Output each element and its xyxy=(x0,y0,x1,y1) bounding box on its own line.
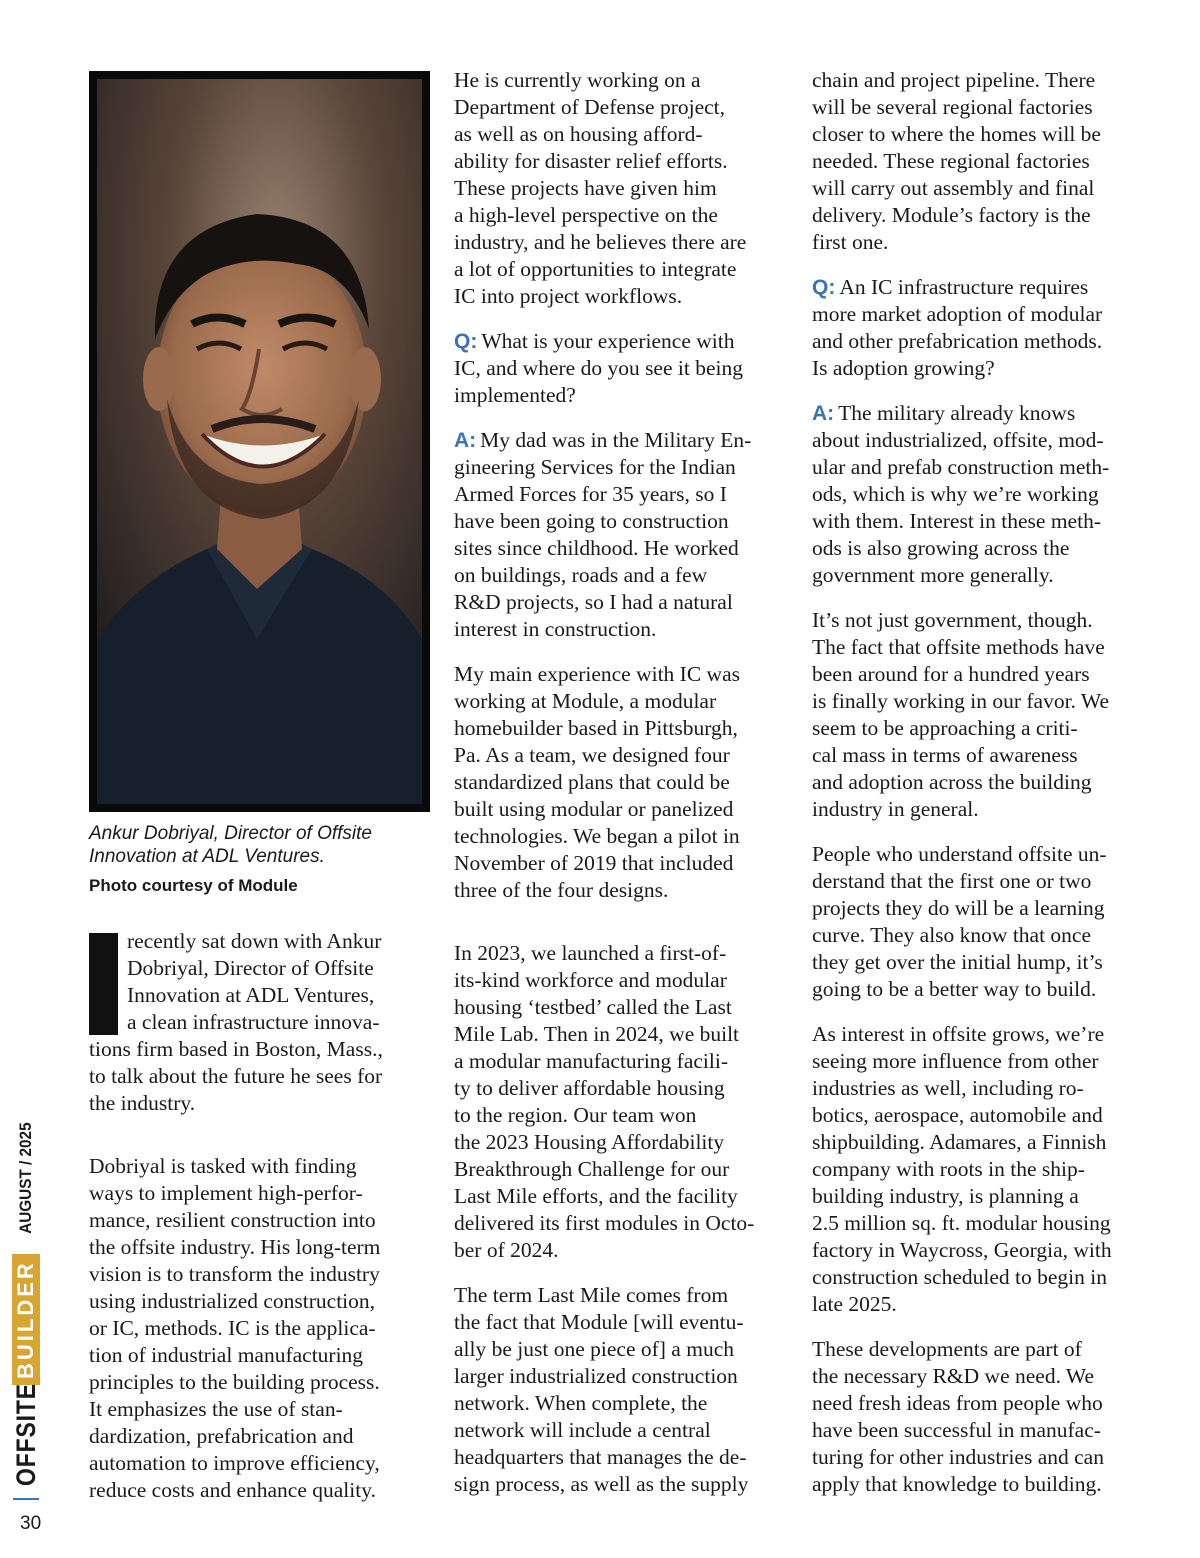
magazine-side-label xyxy=(8,1116,44,1500)
page-number: 30 xyxy=(20,1513,42,1534)
paragraph-supply-chain: chain and project pipeline. There will be several regional factories closer to where the homes will be needed. These regional factories will carry out assembly and final delivery. Module’s factory is the first one. xyxy=(812,68,1101,254)
column-2 xyxy=(454,67,799,1498)
intro-paragraph xyxy=(89,928,434,1117)
answer-2-text: The military already knows about industrialized, offsite, mod- ular and prefab construction meth- ods, which is why we’re working with them. Interest in these meth- ods is also growing across the government more generally. xyxy=(812,401,1110,587)
intro-tail-text: tions firm based in Boston, Mass., to talk about the future he sees for the industry. xyxy=(89,1037,383,1115)
issue-date: AUGUST / 2025 xyxy=(16,1122,35,1235)
answer-1 xyxy=(454,427,799,643)
question-1-text: What is your experience with IC, and where do you see it being implemented? xyxy=(454,329,743,407)
paragraph-dobriyal-role: Dobriyal is tasked with finding ways to implement high-perfor- mance, resilient construction into the offsite industry. His long-term vision is to transform the industry using industrialized construction, or IC, methods. IC is the applica- tion of industrial manufacturing principles to the building process. It emphasizes the use of stan- dardization, prefabrication and automation to improve efficiency, reduce costs and enhance quality. xyxy=(89,1154,381,1502)
paragraph-learning-curve: People who understand offsite un- derstand that the first one or two projects they do will be a learning curve. They also know that once they get over the initial hump, it’s going to be a better way to build. xyxy=(812,842,1107,1001)
paragraph-last-mile-lab: In 2023, we launched a first-of- its-kind workforce and modular housing ‘testbed’ called the Last Mile Lab. Then in 2024, we built a modular manufacturing facili- ty to deliver affordable housing to the region. Our team won the 2023 Housing Affordability Breakthrough Challenge for our Last Mile efforts, and the facility delivered its first modules in Octo- ber of 2024. xyxy=(454,941,755,1262)
answer-1-text: My dad was in the Military En- gineering Services for the Indian Armed Forces for 35 years, so I have been going to construction sites since childhood. He worked on buildings, roads and a few R&D projects, so I had a natural interest in construction. xyxy=(454,428,752,641)
paragraph-current-work: He is currently working on a Department of Defense project, as well as on housing afford- ability for disaster relief efforts. These projects have given him a high-level perspective on the industry, and he believes there are a lot of opportunities to integrate IC into project workflows. xyxy=(454,68,747,308)
portrait-photo xyxy=(97,79,422,804)
question-2-text: An IC infrastructure requires more market adoption of modular and other prefabrication methods. Is adoption growing? xyxy=(812,275,1103,380)
paragraph-last-mile-term: The term Last Mile comes from the fact that Module [will eventu- ally be just one piece of] a much larger industrialized construction network. When complete, the network will include a central headquarters that manages the de- sign process, as well as the supply xyxy=(454,1283,749,1496)
question-2 xyxy=(812,274,1157,382)
column-3 xyxy=(812,67,1157,1498)
side-rule xyxy=(13,1498,39,1500)
question-1 xyxy=(454,328,799,409)
photo-caption: Ankur Dobriyal, Director of Offsite Innovation at ADL Ventures. xyxy=(89,823,372,867)
photo-frame xyxy=(89,71,430,812)
paragraph-module-experience: My main experience with IC was working at Module, a modular homebuilder based in Pittsburgh, Pa. As a team, we designed four standardized plans that could be built using modular or panelized technologies. We began a pilot in November of 2019 that included three of the four designs. xyxy=(454,662,740,902)
intro-indented-text: recently sat down with Ankur Dobriyal, Director of Offsite Innovation at ADL Ventures, a clean infrastructure innova- xyxy=(127,929,382,1034)
paragraph-rd-needed: These developments are part of the necessary R&D we need. We need fresh ideas from people who have been successful in manufac- turing for other industries and can apply that knowledge to building. xyxy=(812,1337,1104,1496)
question-label: Q: xyxy=(454,330,478,353)
photo-credit: Photo courtesy of Module xyxy=(89,876,298,895)
paragraph-other-industries: As interest in offsite grows, we’re seeing more influence from other industries as well, including ro- botics, aerospace, automobile and shipbuilding. Adamares, a Finnish company with roots in the ship- building industry, is planning a 2.5 million sq. ft. modular housing factory in Waycross, Georgia, with construction scheduled to begin in late 2025. xyxy=(812,1022,1112,1316)
drop-cap xyxy=(89,933,118,1035)
answer-label: A: xyxy=(454,429,477,452)
portrait-illustration xyxy=(97,79,422,804)
brand-builder: BUILDER xyxy=(12,1254,40,1385)
answer-label: A: xyxy=(812,402,835,425)
question-label: Q: xyxy=(812,276,836,299)
brand-offsite: OFFSITE xyxy=(10,1383,41,1486)
answer-2 xyxy=(812,400,1157,589)
paragraph-not-just-government: It’s not just government, though. The fact that offsite methods have been around for a hundred years is finally working in our favor. We seem to be approaching a criti- cal mass in terms of awareness and adoption across the building industry in general. xyxy=(812,608,1110,821)
column-1 xyxy=(89,928,434,1504)
